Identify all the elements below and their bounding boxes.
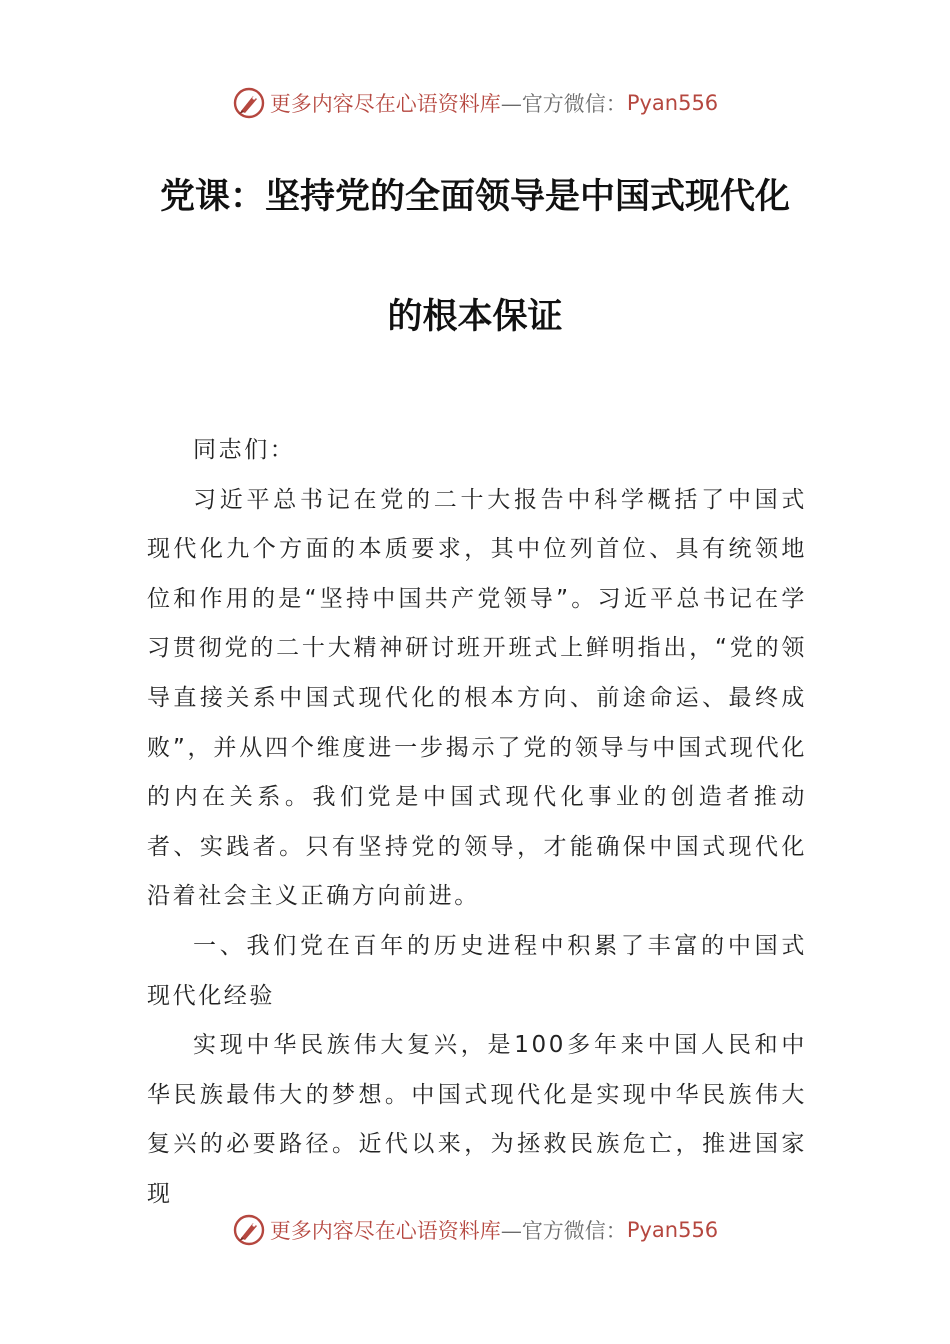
body-paragraph: 习近平总书记在党的二十大报告中科学概括了中国式现代化九个方面的本质要求，其中位列首位、具有统领地位和作用的是“坚持中国共产党领导”。习近平总书记在学习贯彻党的二十大精神研讨班开班式上鲜明指出，“党的领导直接关系中国式现代化的根本方向、前途命运、最终成败”，并从四个维度进一步揭示了党的领导与中国式现代化的内在关系。我们党是中国式现代化事业的创造者推动者、实践者。只有坚持党的领导，才能确保中国式现代化沿着社会主义正确方向前进。 — [147, 486, 807, 910]
salutation-paragraph: 同志们： — [193, 437, 296, 463]
pen-nib-logo-icon — [232, 86, 266, 120]
banner-official-text: —官方微信： — [500, 1219, 627, 1243]
document-title-line-1: 党课：坚持党的全面领导是中国式现代化 — [159, 177, 790, 217]
banner-brand-text: 更多内容尽在心语资料库 — [269, 92, 501, 116]
body-paragraph: 实现中华民族伟大复兴，是100多年来中国人民和中华民族最伟大的梦想。中国式现代化是实现中华民族伟大复兴的必要路径。近代以来，为拯救民族危亡，推进国家现 — [147, 1032, 807, 1207]
banner-official-text: —官方微信： — [500, 92, 627, 116]
banner-wechat-id: Pyan556 — [626, 1218, 719, 1242]
document-body — [147, 426, 807, 1220]
header-watermark-banner — [0, 83, 950, 123]
document-title-line-2: 的根本保证 — [387, 297, 563, 337]
section-heading-paragraph: 一、我们党在百年的历史进程中积累了丰富的中国式现代化经验 — [147, 932, 807, 1009]
footer-watermark-banner — [0, 1210, 950, 1250]
banner-brand-text: 更多内容尽在心语资料库 — [269, 1219, 501, 1243]
pen-nib-logo-icon — [232, 1213, 266, 1247]
banner-wechat-id: Pyan556 — [626, 91, 719, 115]
